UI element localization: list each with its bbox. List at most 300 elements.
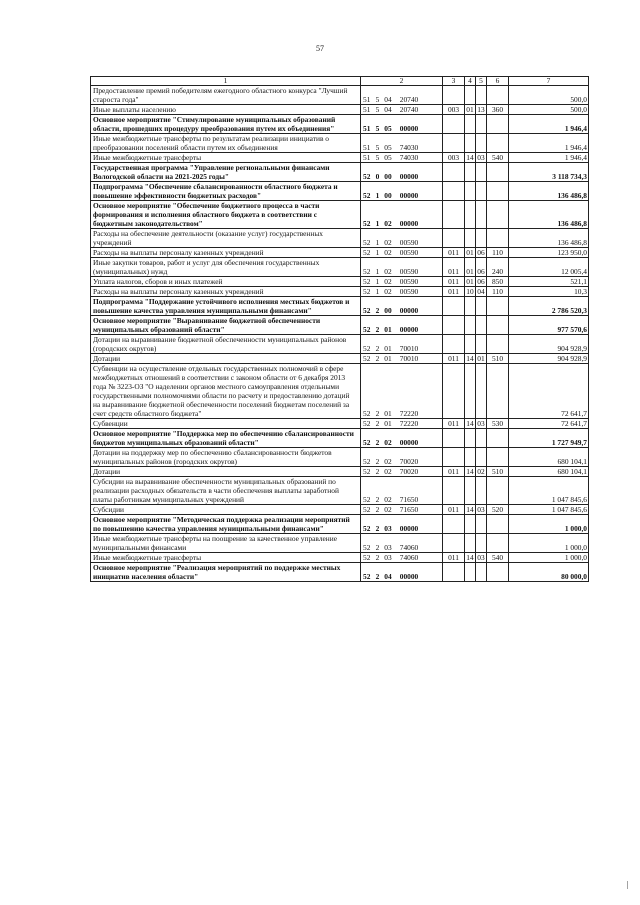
code-part: 2 bbox=[375, 457, 380, 466]
section-code-cell: 14 bbox=[466, 153, 474, 162]
subsection-code-cell bbox=[476, 229, 487, 248]
code-part: 01 bbox=[384, 325, 392, 334]
table-row bbox=[91, 182, 589, 201]
section-code-cell bbox=[465, 134, 476, 153]
amount-cell: 80 000,0 bbox=[509, 563, 589, 582]
target-article-code-cell bbox=[361, 163, 443, 182]
table-row bbox=[91, 505, 589, 515]
ministry-code-cell bbox=[443, 316, 465, 335]
code-part: 0 bbox=[375, 172, 380, 181]
code-part: 52 bbox=[363, 409, 371, 418]
section-code-cell: 01 bbox=[466, 277, 474, 286]
subsection-code-cell bbox=[476, 201, 487, 229]
code-part: 51 bbox=[363, 153, 371, 162]
target-article-code-cell bbox=[361, 316, 443, 335]
table-row bbox=[91, 354, 589, 364]
expense-name-cell: Расходы на выплаты персоналу казенных учреждений bbox=[91, 248, 361, 258]
code-part: 2 bbox=[375, 467, 380, 476]
code-part: 52 bbox=[363, 505, 371, 514]
section-code-cell bbox=[465, 297, 476, 316]
section-code-cell bbox=[465, 448, 476, 467]
target-article-code-cell bbox=[361, 115, 443, 134]
header-col-7: 7 bbox=[509, 77, 589, 86]
target-article-code-cell bbox=[361, 534, 443, 553]
amount-cell: 680 104,1 bbox=[509, 448, 589, 467]
amount-cell: 1 727 949,7 bbox=[509, 429, 589, 448]
code-part: 52 bbox=[363, 419, 371, 428]
code-part: 03 bbox=[384, 524, 392, 533]
expense-name-cell: Предоставление премий победителям ежегодного областного конкурса "Лучший староста года" bbox=[91, 86, 361, 105]
section-code-cell bbox=[465, 429, 476, 448]
section-code-cell bbox=[465, 534, 476, 553]
expense-name-cell: Субвенции bbox=[91, 419, 361, 429]
table-row bbox=[91, 287, 589, 297]
section-code-cell bbox=[465, 115, 476, 134]
code-part: 05 bbox=[384, 153, 392, 162]
section-code-cell bbox=[465, 335, 476, 354]
code-part: 1 bbox=[375, 277, 380, 286]
amount-cell: 136 486,8 bbox=[509, 182, 589, 201]
code-part: 2 bbox=[375, 325, 380, 334]
expense-type-code-cell: 540 bbox=[487, 553, 509, 563]
code-part: 2 bbox=[375, 543, 380, 552]
table-body bbox=[91, 86, 589, 582]
subsection-code-cell: 13 bbox=[477, 105, 485, 114]
code-part: 1 bbox=[375, 238, 380, 247]
code-part: 74060 bbox=[399, 553, 419, 562]
code-part: 04 bbox=[384, 95, 392, 104]
code-part: 52 bbox=[363, 306, 371, 315]
expense-type-code-cell: 850 bbox=[487, 277, 509, 287]
subsection-code-cell bbox=[476, 335, 487, 354]
target-article-code-cell bbox=[361, 419, 443, 429]
code-part: 00000 bbox=[399, 572, 419, 581]
code-part: 74060 bbox=[399, 543, 419, 552]
subsection-code-cell: 06 bbox=[477, 248, 485, 257]
ministry-code-cell bbox=[443, 448, 465, 467]
header-col-3: 3 bbox=[443, 77, 465, 86]
expense-name-cell: Субсидии bbox=[91, 505, 361, 515]
code-part: 51 bbox=[363, 143, 371, 152]
expense-name-cell: Иные межбюджетные трансферты bbox=[91, 553, 361, 563]
code-part: 52 bbox=[363, 354, 371, 363]
subsection-code-cell: 04 bbox=[477, 287, 485, 296]
expense-name-cell: Расходы на обеспечение деятельности (оказание услуг) государственных учреждений bbox=[91, 229, 361, 248]
table-row bbox=[91, 467, 589, 477]
target-article-code-cell bbox=[361, 86, 443, 105]
subsection-code-cell: 03 bbox=[477, 153, 485, 162]
amount-cell: 977 570,6 bbox=[509, 316, 589, 335]
subsection-code-cell bbox=[476, 182, 487, 201]
target-article-code-cell bbox=[361, 515, 443, 534]
section-code-cell bbox=[465, 316, 476, 335]
code-part: 70010 bbox=[399, 344, 419, 353]
amount-cell: 1 946,4 bbox=[509, 115, 589, 134]
table-row bbox=[91, 201, 589, 229]
code-part: 00000 bbox=[399, 438, 419, 447]
code-part: 03 bbox=[384, 553, 392, 562]
expense-name-cell: Иные межбюджетные трансферты bbox=[91, 153, 361, 163]
expense-name-cell: Основное мероприятие "Реализация мероприятий по поддержке местных инициатив населения области" bbox=[91, 563, 361, 582]
ministry-code-cell bbox=[443, 364, 465, 419]
expense-type-code-cell bbox=[487, 477, 509, 505]
code-part: 1 bbox=[375, 267, 380, 276]
code-part: 02 bbox=[384, 219, 392, 228]
amount-cell: 904 928,9 bbox=[509, 354, 589, 364]
ministry-code-cell: 011 bbox=[443, 505, 465, 515]
code-part: 70020 bbox=[399, 457, 419, 466]
table-row bbox=[91, 364, 589, 419]
subsection-code-cell: 01 bbox=[477, 354, 485, 363]
code-part: 2 bbox=[375, 344, 380, 353]
target-article-code-cell bbox=[361, 467, 443, 477]
code-part: 52 bbox=[363, 572, 371, 581]
code-part: 00000 bbox=[399, 219, 419, 228]
code-part: 2 bbox=[375, 419, 380, 428]
ministry-code-cell: 003 bbox=[443, 105, 465, 115]
expense-name-cell: Иные закупки товаров, работ и услуг для обеспечения государственных (муниципальных) нужд bbox=[91, 258, 361, 277]
expense-name-cell: Дотации на поддержку мер по обеспечению сбалансированности бюджетов муниципальных районов (городских округов) bbox=[91, 448, 361, 467]
section-code-cell: 10 bbox=[466, 287, 474, 296]
ministry-code-cell: 011 bbox=[443, 419, 465, 429]
subsection-code-cell: 03 bbox=[477, 553, 485, 562]
table-row bbox=[91, 297, 589, 316]
code-part: 52 bbox=[363, 467, 371, 476]
code-part: 5 bbox=[375, 95, 380, 104]
subsection-code-cell: 02 bbox=[477, 467, 485, 476]
table-row bbox=[91, 248, 589, 258]
ministry-code-cell bbox=[443, 115, 465, 134]
amount-cell: 136 486,8 bbox=[509, 229, 589, 248]
code-part: 52 bbox=[363, 553, 371, 562]
page-number: 57 bbox=[316, 44, 324, 53]
subsection-code-cell bbox=[476, 534, 487, 553]
expense-type-code-cell bbox=[487, 316, 509, 335]
ministry-code-cell bbox=[443, 429, 465, 448]
ministry-code-cell bbox=[443, 163, 465, 182]
code-part: 2 bbox=[375, 572, 380, 581]
expense-type-code-cell bbox=[487, 201, 509, 229]
code-part: 00590 bbox=[399, 267, 419, 276]
code-part: 51 bbox=[363, 95, 371, 104]
expense-name-cell: Основное мероприятие "Обеспечение бюджетного процесса в части формирования и исполнения областного бюджета в соответствии с бюджетным законодательством" bbox=[91, 201, 361, 229]
code-part: 52 bbox=[363, 191, 371, 200]
code-part: 00000 bbox=[399, 172, 419, 181]
header-col-1: 1 bbox=[91, 77, 361, 86]
code-part: 52 bbox=[363, 287, 371, 296]
code-part: 20740 bbox=[399, 105, 419, 114]
code-part: 02 bbox=[384, 505, 392, 514]
section-code-cell bbox=[465, 515, 476, 534]
subsection-code-cell bbox=[476, 477, 487, 505]
code-part: 52 bbox=[363, 344, 371, 353]
expense-name-cell: Основное мероприятие "Стимулирование муниципальных образований области, прошедших процедуру преобразования путем их объединения" bbox=[91, 115, 361, 134]
section-code-cell bbox=[465, 229, 476, 248]
ministry-code-cell: 011 bbox=[443, 553, 465, 563]
table-row bbox=[91, 115, 589, 134]
expense-type-code-cell: 520 bbox=[487, 505, 509, 515]
target-article-code-cell bbox=[361, 134, 443, 153]
expense-type-code-cell bbox=[487, 229, 509, 248]
target-article-code-cell bbox=[361, 354, 443, 364]
target-article-code-cell bbox=[361, 248, 443, 258]
code-part: 05 bbox=[384, 143, 392, 152]
expense-type-code-cell bbox=[487, 563, 509, 582]
code-part: 70020 bbox=[399, 467, 419, 476]
code-part: 52 bbox=[363, 248, 371, 257]
amount-cell: 1 946,4 bbox=[509, 134, 589, 153]
table-row bbox=[91, 419, 589, 429]
table-row bbox=[91, 229, 589, 248]
code-part: 2 bbox=[375, 354, 380, 363]
table-row bbox=[91, 163, 589, 182]
ministry-code-cell: 011 bbox=[443, 354, 465, 364]
code-part: 04 bbox=[384, 572, 392, 581]
subsection-code-cell: 06 bbox=[476, 258, 487, 277]
subsection-code-cell bbox=[476, 364, 487, 419]
expense-type-code-cell bbox=[487, 364, 509, 419]
table-row bbox=[91, 258, 589, 277]
amount-cell: 1 946,4 bbox=[509, 153, 589, 163]
section-code-cell bbox=[465, 182, 476, 201]
amount-cell: 904 928,9 bbox=[509, 335, 589, 354]
section-code-cell: 01 bbox=[465, 258, 476, 277]
code-part: 52 bbox=[363, 543, 371, 552]
code-part: 2 bbox=[375, 524, 380, 533]
ministry-code-cell: 011 bbox=[443, 277, 465, 287]
expense-type-code-cell: 540 bbox=[487, 153, 509, 163]
budget-table bbox=[90, 76, 589, 582]
code-part: 03 bbox=[384, 543, 392, 552]
code-part: 52 bbox=[363, 457, 371, 466]
code-part: 00000 bbox=[399, 325, 419, 334]
subsection-code-cell bbox=[476, 163, 487, 182]
code-part: 1 bbox=[375, 219, 380, 228]
code-part: 52 bbox=[363, 172, 371, 181]
code-part: 02 bbox=[384, 438, 392, 447]
target-article-code-cell bbox=[361, 287, 443, 297]
expense-name-cell: Дотации на выравнивание бюджетной обеспеченности муниципальных районов (городских округов) bbox=[91, 335, 361, 354]
expense-type-code-cell bbox=[487, 448, 509, 467]
subsection-code-cell bbox=[476, 316, 487, 335]
ministry-code-cell: 011 bbox=[443, 248, 465, 258]
expense-name-cell: Иные выплаты населению bbox=[91, 105, 361, 115]
code-part: 02 bbox=[384, 467, 392, 476]
amount-cell: 1 047 845,6 bbox=[509, 505, 589, 515]
table-row bbox=[91, 448, 589, 467]
amount-cell: 500,0 bbox=[509, 105, 589, 115]
expense-type-code-cell bbox=[487, 134, 509, 153]
table-row bbox=[91, 429, 589, 448]
table-row bbox=[91, 515, 589, 534]
code-part: 04 bbox=[384, 105, 392, 114]
ministry-code-cell bbox=[443, 229, 465, 248]
code-part: 52 bbox=[363, 325, 371, 334]
code-part: 52 bbox=[363, 219, 371, 228]
expense-type-code-cell bbox=[487, 335, 509, 354]
expense-name-cell: Подпрограмма "Обеспечение сбалансированности областного бюджета и повышение эффективности бюджетных расходов" bbox=[91, 182, 361, 201]
section-code-cell: 14 bbox=[466, 467, 474, 476]
table-row bbox=[91, 534, 589, 553]
subsection-code-cell bbox=[476, 134, 487, 153]
expense-type-code-cell: 240 bbox=[487, 258, 509, 277]
expense-type-code-cell: 510 bbox=[487, 467, 509, 477]
code-part: 71650 bbox=[399, 505, 419, 514]
amount-cell: 1 000,0 bbox=[509, 534, 589, 553]
expense-type-code-cell bbox=[487, 429, 509, 448]
target-article-code-cell bbox=[361, 553, 443, 563]
code-part: 71650 bbox=[399, 495, 419, 504]
expense-type-code-cell bbox=[487, 163, 509, 182]
ministry-code-cell bbox=[443, 86, 465, 105]
expense-name-cell: Подпрограмма "Поддержание устойчивого исполнения местных бюджетов и повышение качества управления муниципальными финансами" bbox=[91, 297, 361, 316]
target-article-code-cell bbox=[361, 182, 443, 201]
table-row bbox=[91, 335, 589, 354]
amount-cell: 72 641,7 bbox=[509, 364, 589, 419]
amount-cell: 1 000,0 bbox=[509, 553, 589, 563]
expense-type-code-cell: 510 bbox=[487, 354, 509, 364]
ministry-code-cell bbox=[443, 297, 465, 316]
code-part: 1 bbox=[375, 287, 380, 296]
code-part: 00000 bbox=[399, 191, 419, 200]
expense-type-code-cell: 360 bbox=[487, 105, 509, 115]
expense-type-code-cell bbox=[487, 534, 509, 553]
subsection-code-cell bbox=[476, 563, 487, 582]
expense-type-code-cell bbox=[487, 86, 509, 105]
subsection-code-cell bbox=[476, 448, 487, 467]
section-code-cell: 14 bbox=[466, 354, 474, 363]
section-code-cell: 01 bbox=[466, 105, 474, 114]
ministry-code-cell bbox=[443, 335, 465, 354]
code-part: 52 bbox=[363, 277, 371, 286]
section-code-cell bbox=[465, 86, 476, 105]
code-part: 00590 bbox=[399, 277, 419, 286]
code-part: 52 bbox=[363, 267, 371, 276]
expense-name-cell: Иные межбюджетные трансферты на поощрение за качественное управление муниципальными финансами bbox=[91, 534, 361, 553]
target-article-code-cell bbox=[361, 258, 443, 277]
code-part: 00 bbox=[384, 306, 392, 315]
code-part: 02 bbox=[384, 287, 392, 296]
subsection-code-cell bbox=[476, 86, 487, 105]
section-code-cell bbox=[465, 364, 476, 419]
ministry-code-cell bbox=[443, 477, 465, 505]
subsection-code-cell bbox=[476, 297, 487, 316]
section-code-cell: 14 bbox=[466, 505, 474, 514]
header-col-6: 6 bbox=[487, 77, 509, 86]
ministry-code-cell bbox=[443, 563, 465, 582]
ministry-code-cell bbox=[443, 134, 465, 153]
ministry-code-cell bbox=[443, 534, 465, 553]
code-part: 02 bbox=[384, 238, 392, 247]
target-article-code-cell bbox=[361, 229, 443, 248]
header-col-2: 2 bbox=[361, 77, 443, 86]
expense-name-cell: Государственная программа "Управление региональными финансами Вологодской области на 2021-2025 годы" bbox=[91, 163, 361, 182]
expense-name-cell: Иные межбюджетные трансферты по результатам реализации инициатив о преобразовании поселений области путем их объединения bbox=[91, 134, 361, 153]
header-col-5: 5 bbox=[476, 77, 487, 86]
expense-type-code-cell bbox=[487, 115, 509, 134]
code-part: 1 bbox=[375, 191, 380, 200]
code-part: 20740 bbox=[399, 95, 419, 104]
code-part: 2 bbox=[375, 409, 380, 418]
target-article-code-cell bbox=[361, 364, 443, 419]
expense-name-cell: Дотации bbox=[91, 354, 361, 364]
amount-cell: 10,3 bbox=[509, 287, 589, 297]
target-article-code-cell bbox=[361, 563, 443, 582]
table-row bbox=[91, 153, 589, 163]
amount-cell: 680 104,1 bbox=[509, 467, 589, 477]
amount-cell: 1 000,0 bbox=[509, 515, 589, 534]
target-article-code-cell bbox=[361, 335, 443, 354]
code-part: 5 bbox=[375, 143, 380, 152]
code-part: 51 bbox=[363, 124, 371, 133]
table-row bbox=[91, 316, 589, 335]
expense-name-cell: Субвенции на осуществление отдельных государственных полномочий в сфере межбюджетных отношений в соответствии с законом области от 6 декабря 2013 года № 3223-ОЗ "О наделении органов местного самоуправления отдельными государственными полномочиями области по расчету и предоставлению дотаций на выравнивание бюджетной обеспеченности поселений бюджетам поселений за счет средств областного бюджета" bbox=[91, 364, 361, 419]
target-article-code-cell bbox=[361, 153, 443, 163]
code-part: 52 bbox=[363, 524, 371, 533]
code-part: 01 bbox=[384, 409, 392, 418]
subsection-code-cell bbox=[476, 429, 487, 448]
code-part: 00590 bbox=[399, 238, 419, 247]
budget-table-container bbox=[90, 76, 588, 582]
code-part: 00 bbox=[384, 191, 392, 200]
amount-cell: 123 950,0 bbox=[509, 248, 589, 258]
code-part: 00590 bbox=[399, 287, 419, 296]
table-row bbox=[91, 553, 589, 563]
code-part: 74030 bbox=[399, 143, 419, 152]
expense-type-code-cell bbox=[487, 182, 509, 201]
table-row bbox=[91, 134, 589, 153]
amount-cell: 3 118 734,3 bbox=[509, 163, 589, 182]
amount-cell: 521,1 bbox=[509, 277, 589, 287]
code-part: 72220 bbox=[399, 419, 419, 428]
code-part: 5 bbox=[375, 153, 380, 162]
header-col-4: 4 bbox=[465, 77, 476, 86]
amount-cell: 136 486,8 bbox=[509, 201, 589, 229]
section-code-cell bbox=[465, 201, 476, 229]
code-part: 70010 bbox=[399, 354, 419, 363]
subsection-code-cell: 06 bbox=[477, 277, 485, 286]
expense-name-cell: Основное мероприятие "Поддержка мер по обеспечению сбалансированности бюджетов муниципальных образований области" bbox=[91, 429, 361, 448]
subsection-code-cell: 03 bbox=[477, 505, 485, 514]
code-part: 02 bbox=[384, 267, 392, 276]
ministry-code-cell bbox=[443, 182, 465, 201]
section-code-cell: 14 bbox=[466, 553, 474, 562]
expense-type-code-cell: 110 bbox=[487, 248, 509, 258]
section-code-cell: 14 bbox=[466, 419, 474, 428]
table-row bbox=[91, 277, 589, 287]
ministry-code-cell: 011 bbox=[443, 287, 465, 297]
expense-type-code-cell bbox=[487, 297, 509, 316]
expense-name-cell: Основное мероприятие "Выравнивание бюджетной обеспеченности муниципальных образований области" bbox=[91, 316, 361, 335]
code-part: 5 bbox=[375, 105, 380, 114]
amount-cell: 1 047 845,6 bbox=[509, 477, 589, 505]
target-article-code-cell bbox=[361, 297, 443, 316]
section-code-cell: 01 bbox=[466, 248, 474, 257]
expense-type-code-cell bbox=[487, 515, 509, 534]
code-part: 00000 bbox=[399, 524, 419, 533]
code-part: 00590 bbox=[399, 248, 419, 257]
table-row bbox=[91, 563, 589, 582]
section-code-cell bbox=[465, 477, 476, 505]
code-part: 02 bbox=[384, 277, 392, 286]
ministry-code-cell bbox=[443, 201, 465, 229]
amount-cell: 72 641,7 bbox=[509, 419, 589, 429]
code-part: 52 bbox=[363, 495, 371, 504]
expense-type-code-cell: 530 bbox=[487, 419, 509, 429]
code-part: 02 bbox=[384, 457, 392, 466]
code-part: 2 bbox=[375, 505, 380, 514]
margin-mark: | bbox=[627, 880, 629, 889]
